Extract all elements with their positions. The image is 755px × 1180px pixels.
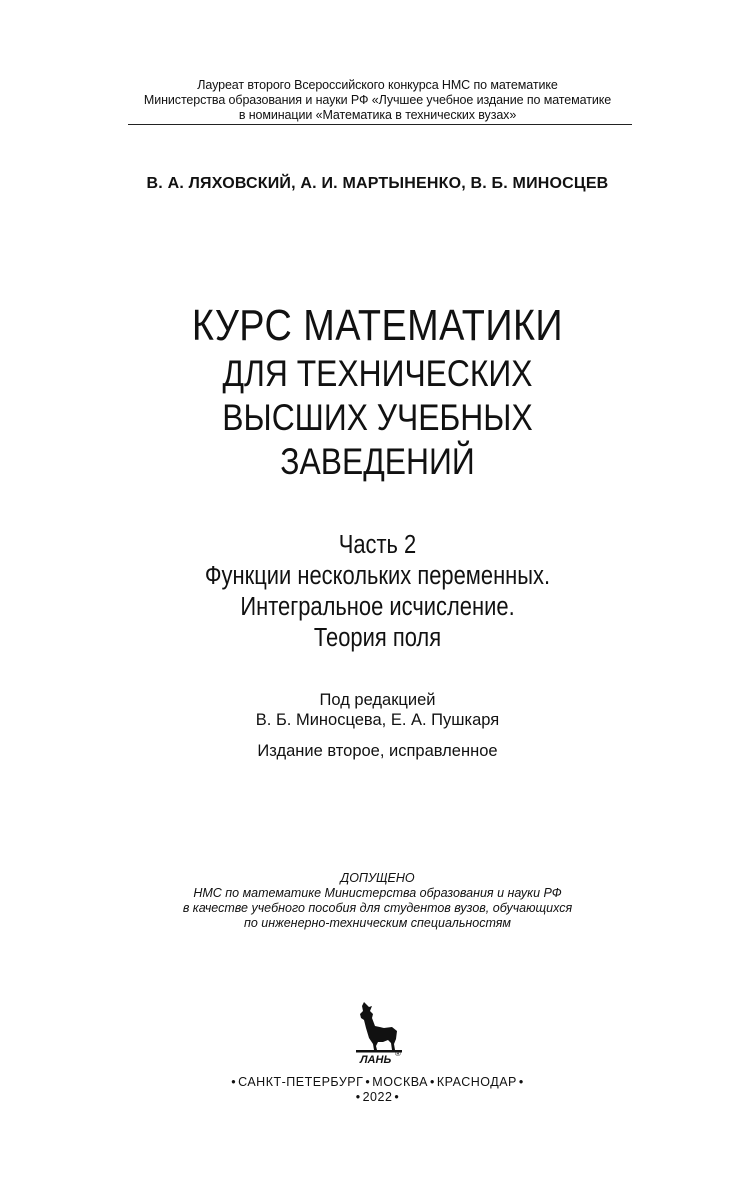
separator-dot: • (430, 1075, 435, 1089)
editors (0, 690, 755, 730)
approval-notice (0, 871, 755, 931)
laureate-line: Министерства образования и науки РФ «Лучшее учебное издание по математике (143, 93, 612, 107)
logo-wordmark: ЛАНЬ (360, 1054, 392, 1066)
title-line: ВЫСШИХ УЧЕБНЫХ (222, 397, 533, 438)
year: 2022 (362, 1090, 393, 1104)
title-line: ДЛЯ ТЕХНИЧЕСКИХ (222, 353, 533, 394)
laureate-line: в номинации «Математика в технических вузах» (238, 108, 517, 122)
separator-dot: • (355, 1090, 361, 1104)
title-line: КУРС МАТЕМАТИКИ (191, 301, 564, 350)
header-divider (128, 124, 632, 125)
book-subtitle (53, 530, 702, 654)
approval-line: ДОПУЩЕНО (340, 871, 415, 885)
registered-mark: ® (395, 1049, 401, 1058)
part-label: Часть 2 (338, 531, 417, 559)
publisher-cities (0, 1075, 755, 1089)
publisher-logo (350, 998, 410, 1068)
separator-dot: • (394, 1090, 400, 1104)
title-line: ЗАВЕДЕНИЙ (280, 441, 475, 482)
laureate-notice (0, 78, 755, 123)
city: МОСКВА (372, 1075, 428, 1089)
book-title (53, 300, 702, 484)
edition-note: Издание второе, исправленное (257, 742, 498, 760)
deer-icon (360, 1002, 397, 1050)
subtitle-line: Теория поля (313, 624, 442, 652)
editors-names: В. Б. Миносцева, Е. А. Пушкаря (255, 711, 500, 729)
approval-line: НМС по математике Министерства образования и науки РФ (193, 886, 562, 900)
subtitle-line: Интегральное исчисление. (240, 593, 515, 621)
separator-dot: • (518, 1075, 524, 1089)
subtitle-line: Функции нескольких переменных. (204, 562, 551, 590)
publication-year (0, 1090, 755, 1104)
separator-dot: • (231, 1075, 237, 1089)
city: КРАСНОДАР (436, 1075, 517, 1089)
approval-line: по инженерно-техническим специальностям (244, 916, 511, 930)
laureate-line: Лауреат второго Всероссийского конкурса НМС по математике (197, 78, 558, 92)
approval-line: в качестве учебного пособия для студентов вузов, обучающихся (182, 901, 573, 915)
editors-label: Под редакцией (319, 691, 436, 709)
city: САНКТ-ПЕТЕРБУРГ (238, 1075, 364, 1089)
separator-dot: • (365, 1075, 371, 1089)
authors: В. А. ЛЯХОВСКИЙ, А. И. МАРТЫНЕНКО, В. Б. МИНОСЦЕВ (146, 175, 609, 192)
